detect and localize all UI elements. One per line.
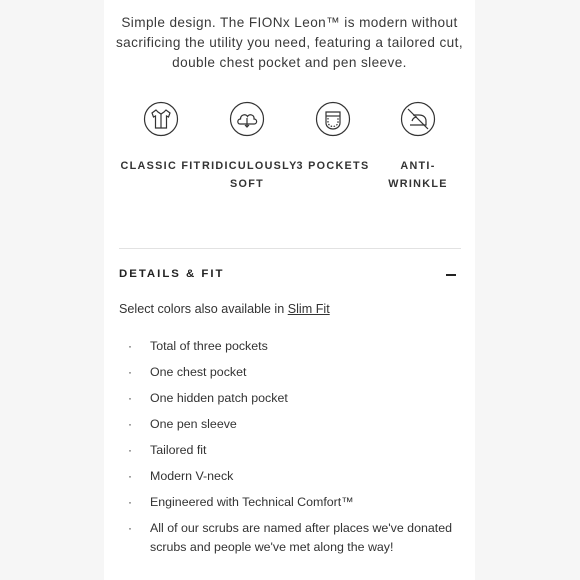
bullet-icon: · [128, 469, 132, 483]
list-item-text: One chest pocket [150, 365, 247, 379]
bullet-icon: · [128, 339, 132, 353]
details-fit-toggle[interactable]: DETAILS & FIT [119, 268, 225, 280]
list-item-text: One hidden patch pocket [150, 391, 288, 405]
list-item-text: Total of three pockets [150, 339, 268, 353]
bullet-icon: · [128, 495, 132, 509]
feature-label-anti-wrinkle: ANTI- WRINKLE [388, 160, 448, 190]
slim-fit-link[interactable]: Slim Fit [287, 302, 330, 316]
list-item-text: Tailored fit [150, 443, 207, 457]
section-divider [119, 248, 461, 249]
feature-label-3-pockets: 3 POCKETS [296, 160, 370, 172]
list-item-text: One pen sleeve [150, 417, 237, 431]
intro-line: sacrificing the utility you need, featuring a tailored cut, [115, 35, 463, 50]
feature-label-classic-fit: CLASSIC FIT [120, 160, 202, 172]
bullet-icon: · [128, 417, 132, 431]
list-item-text: Engineered with Technical Comfort™ [150, 495, 354, 509]
fit-note-text: Select colors also available in [119, 302, 288, 316]
cloud-soft-icon [229, 101, 265, 137]
fit-note [119, 302, 330, 316]
bullet-icon: · [128, 365, 132, 379]
shirt-icon [143, 101, 179, 137]
product-intro [104, 13, 475, 73]
feature-label-ridiculously-soft: RIDICULOUSLY SOFT [202, 160, 298, 190]
pocket-icon [315, 101, 351, 137]
list-item-text: All of our scrubs are named after places we've donated scrubs and people we've met along the way! [150, 521, 452, 554]
bullet-icon: · [128, 521, 132, 535]
no-iron-icon [400, 101, 436, 137]
list-item-text: Modern V-neck [150, 469, 234, 483]
bullet-icon: · [128, 443, 132, 457]
product-description-card [104, 0, 475, 580]
intro-line: double chest pocket and pen sleeve. [172, 55, 407, 70]
bullet-icon: · [128, 391, 132, 405]
intro-line: Simple design. The FIONx Leon™ is modern without [121, 15, 458, 30]
minus-icon[interactable] [446, 274, 456, 276]
